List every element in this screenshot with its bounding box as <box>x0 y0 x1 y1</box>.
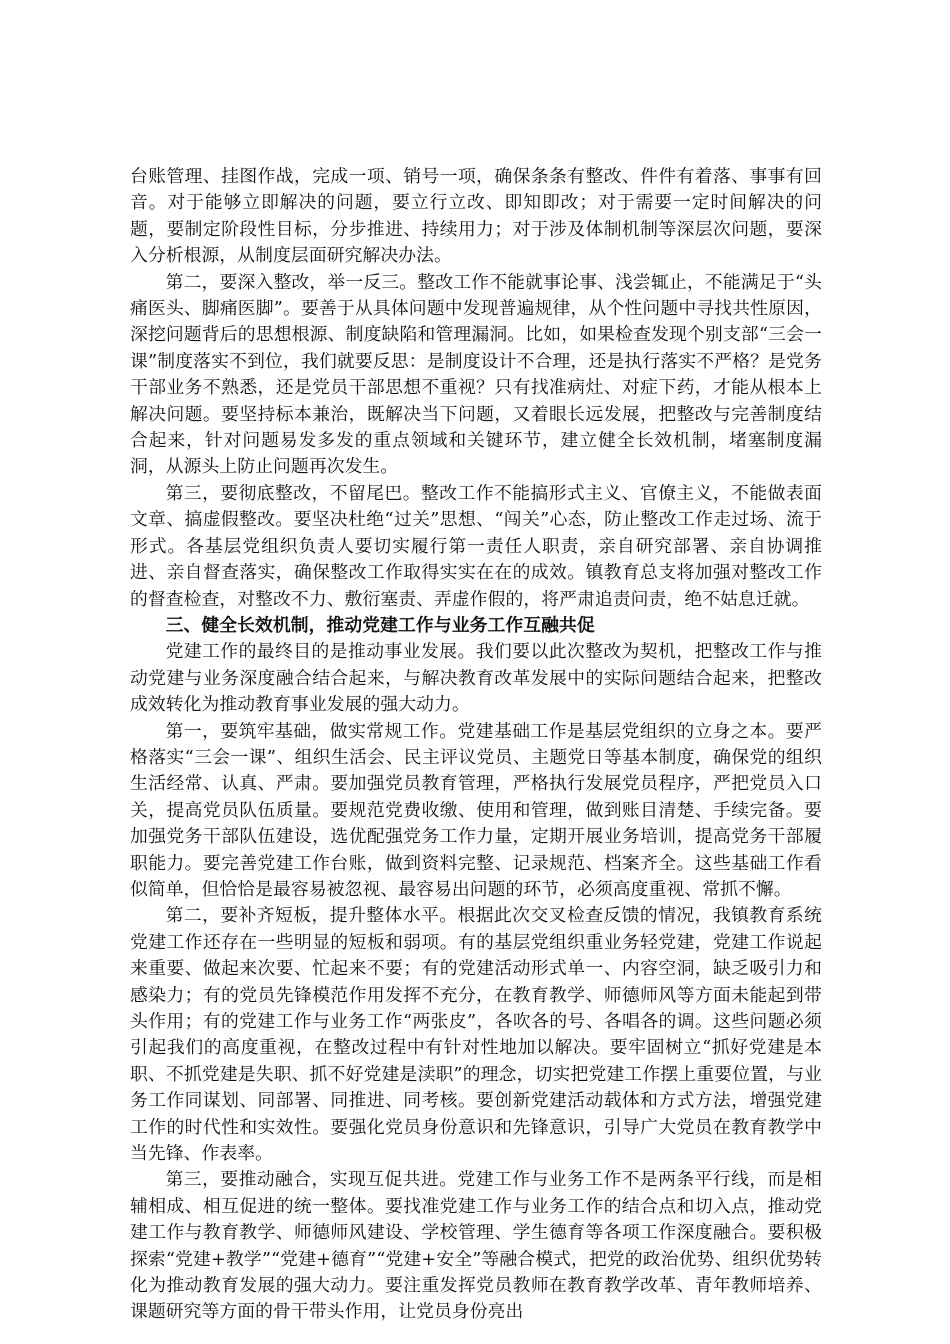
paragraph-section-intro: 党建工作的最终目的是推动事业发展。我们要以此次整改为契机，把整改工作与推动党建与业务深度融合结合起来，与解决教育改革发展中的实际问题结合起来，把整改成效转化为推动教育事业发展的强大动力。 <box>130 641 822 716</box>
paragraph-second-deep-rectification: 第二，要深入整改，举一反三。整改工作不能就事论事、浅尝辄止，不能满足于“头痛医头、脚痛医脚”。要善于从具体问题中发现普遍规律，从个性问题中寻找共性原因，深挖问题背后的思想根源、制度缺陷和管理漏洞。比如，如果检查发现个别支部“三会一课”制度落实不到位，我们就要反思：是制度设计不合理，还是执行落实不严格？是党务干部业务不熟悉，还是党员干部思想不重视？只有找准病灶、对症下药，才能从根本上解决问题。要坚持标本兼治，既解决当下问题，又着眼长远发展，把整改与完善制度结合起来，针对问题易发多发的重点领域和关键环节，建立健全长效机制，堵塞制度漏洞，从源头上防止问题再次发生。 <box>130 271 822 478</box>
paragraph-third-thorough-rectification: 第三，要彻底整改，不留尾巴。整改工作不能搞形式主义、官僚主义，不能做表面文章、搞虚假整改。要坚决杜绝“过关”思想、“闯关”心态，防止整改工作走过场、流于形式。各基层党组织负责人要切实履行第一责任人职责，亲自研究部署、亲自协调推进、亲自督查落实，确保整改工作取得实实在在的成效。镇教育总支将加强对整改工作的督查检查，对整改不力、敷衍塞责、弄虚作假的，将严肃追责问责，绝不姑息迁就。 <box>130 482 822 610</box>
section-heading-three: 三、健全长效机制，推动党建工作与业务工作互融共促 <box>165 614 595 636</box>
paragraph-third-integration: 第三，要推动融合，实现互促共进。党建工作与业务工作不是两条平行线，而是相辅相成、相互促进的统一整体。要找准党建工作与业务工作的结合点和切入点，推动党建工作与教育教学、师德师风建设、学校管理、学生德育等各项工作深度融合。要积极探索“党建+教学”“党建+德育”“党建+安全”等融合模式，把党的政治优势、组织优势转化为推动教育发展的强大动力。要注重发挥党员教师在教育教学改革、青年教师培养、课题研究等方面的骨干带头作用，让党员身份亮出 <box>130 1169 822 1323</box>
document-body <box>130 164 822 1326</box>
paragraph-second-fill-gaps: 第二，要补齐短板，提升整体水平。根据此次交叉检查反馈的情况，我镇教育系统党建工作还存在一些明显的短板和弱项。有的基层党组织重业务轻党建，党建工作说起来重要、做起来次要、忙起来不要；有的党建活动形式单一、内容空洞，缺乏吸引力和感染力；有的党员先锋模范作用发挥不充分，在教育教学、师德师风等方面未能起到带头作用；有的党建工作与业务工作“两张皮”，各吹各的号、各唱各的调。这些问题必须引起我们的高度重视，在整改过程中有针对性地加以解决。要牢固树立“抓好党建是本职、不抓党建是失职、抓不好党建是渎职”的理念，切实把党建工作摆上重要位置，与业务工作同谋划、同部署、同推进、同考核。要创新党建活动载体和方式方法，增强党建工作的时代性和实效性。要强化党员身份意识和先锋意识，引导广大党员在教育教学中当先锋、作表率。 <box>130 905 822 1165</box>
paragraph-first-solid-foundation: 第一，要筑牢基础，做实常规工作。党建基础工作是基层党组织的立身之本。要严格落实“三会一课”、组织生活会、民主评议党员、主题党日等基本制度，确保党的组织生活经常、认真、严肃。要加强党员教育管理，严格执行发展党员程序，严把党员入口关，提高党员队伍质量。要规范党费收缴、使用和管理，做到账目清楚、手续完备。要加强党务干部队伍建设，选优配强党务工作力量，定期开展业务培训，提高党务干部履职能力。要完善党建工作台账，做到资料完整、记录规范、档案齐全。这些基础工作看似简单，但恰恰是最容易被忽视、最容易出问题的环节，必须高度重视、常抓不懈。 <box>130 720 822 900</box>
paragraph-continued: 台账管理、挂图作战，完成一项、销号一项，确保条条有整改、件件有着落、事事有回音。对于能够立即解决的问题，要立行立改、即知即改；对于需要一定时间解决的问题，要制定阶段性目标，分步推进、持续用力；对于涉及体制机制等深层次问题，要深入分析根源，从制度层面研究解决办法。 <box>130 166 822 267</box>
